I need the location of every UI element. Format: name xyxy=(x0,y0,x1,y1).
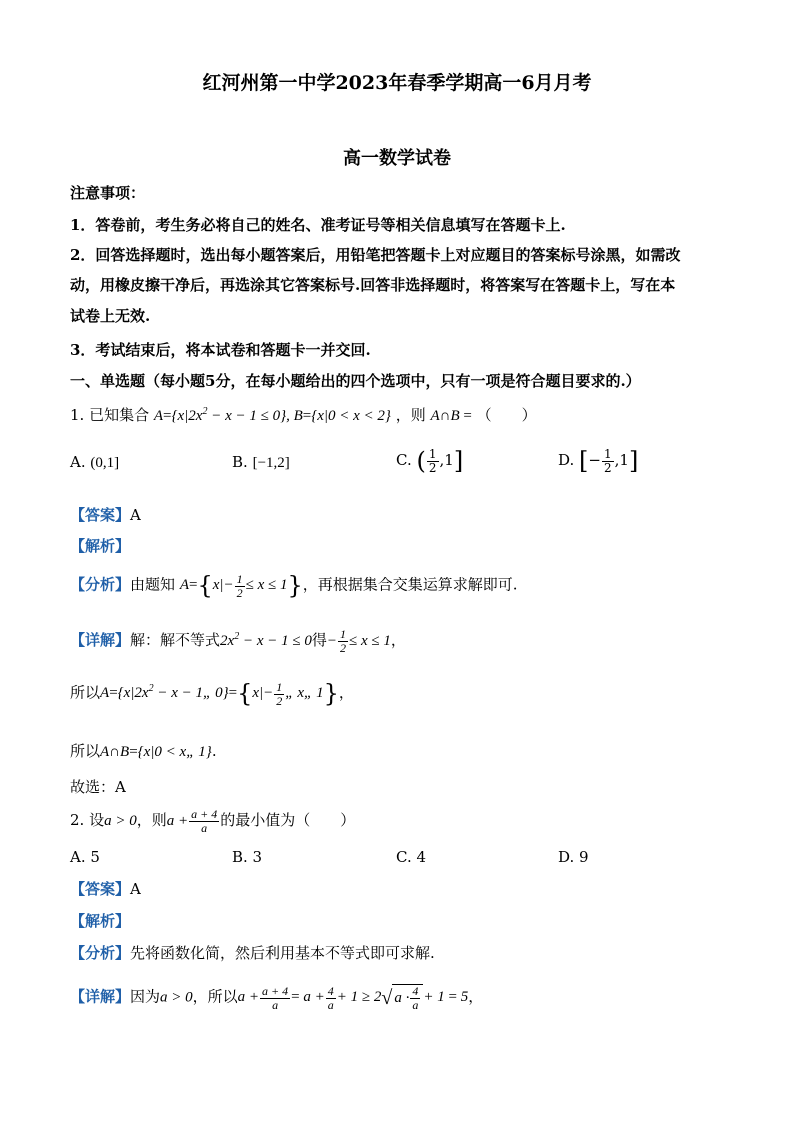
q2-option-d: D. 9 xyxy=(558,848,589,866)
q2-fenxi-tag: 【分析】 xyxy=(70,944,131,962)
q1-option-b-label: B. xyxy=(232,453,248,471)
q1-choose: 故选：A xyxy=(70,778,126,796)
q1-set-definitions: $A=\{x|2x^2 - x - 1 \le 0\}$, B={x|0 < x < 2} xyxy=(153,406,391,424)
q1-detail-end: ， xyxy=(390,630,406,649)
q1-option-c-label: C. xyxy=(396,451,412,469)
q1-detail-tag: 【详解】 xyxy=(70,630,131,649)
q2-option-a: A. 5 xyxy=(70,848,100,866)
q1-fenxi xyxy=(70,572,518,600)
q2-tail: 的最小值为（ ） xyxy=(220,810,356,829)
q1-tail: （ ） xyxy=(476,406,537,424)
q1-detail-mid: 得 xyxy=(311,630,327,649)
q1-analysis-tag: 【解析】 xyxy=(70,537,131,555)
q1-option-d: D. [− $\frac{1}{2}$ ,1] xyxy=(558,446,639,475)
q2-fenxi xyxy=(70,942,435,963)
q1-option-b xyxy=(232,453,290,472)
q1-answer-value: A xyxy=(130,506,141,524)
q1-intersection: A∩B = xyxy=(430,408,472,424)
q1-option-c: C. ( $\frac{1}{2}$ ,1] xyxy=(396,446,464,475)
q1-so-line-2: 所以A∩B={x|0 < x„ 1}. xyxy=(70,742,217,760)
q2-detail-mid: ，所以 xyxy=(192,987,238,1006)
q2-detail: 【详解】因为a > 0，所以a + $\frac{a + 4}{a}$ = a + $\frac{4}{a}$ + 1 ≥ 2 √ a · $\frac{4}{a}$ + 1 = 5， xyxy=(70,983,484,1012)
q2-option-b: B. 3 xyxy=(232,848,263,866)
q1-fenxi-tag: 【分析】 xyxy=(70,575,131,594)
question-2: 2. 设a > 0，则a + $\frac{a + 4}{a}$ 的最小值为（ ） xyxy=(70,807,356,835)
q1-option-a-value: (0,1] xyxy=(90,455,120,471)
notice-item-2-line-1: 2．回答选择题时，选出每小题答案后，用铅笔把答题卡上对应题目的答案标号涂黑，如需改 xyxy=(70,246,681,264)
q2-prefix: 2. 设 xyxy=(70,810,105,829)
q2-answer-tag: 【答案】 xyxy=(70,880,131,898)
question-1 xyxy=(70,404,537,425)
q1-so-line-1: 所以$A=\{x|2x^2 - x$ − 1„ 0}={x|− $\frac{1}{2}$ „ x„ 1}， xyxy=(70,679,354,708)
q1-option-d-label: D. xyxy=(558,451,575,469)
q1-answer-tag: 【答案】 xyxy=(70,506,131,524)
q1-option-a-label: A. xyxy=(70,453,86,471)
q1-then: ，则 xyxy=(395,406,426,424)
q2-detail-pre: 因为 xyxy=(130,987,161,1006)
notice-heading: 注意事项： xyxy=(70,184,146,202)
q1-option-a xyxy=(70,453,119,472)
q2-option-c: C. 4 xyxy=(396,848,427,866)
q2-detail-end: ， xyxy=(468,987,484,1006)
q2-then: ，则 xyxy=(136,810,167,829)
notice-item-2-line-2: 动，用橡皮擦干净后，再选涂其它答案标号.回答非选择题时，将答案写在答题卡上，写在本 xyxy=(70,276,676,294)
q2-analysis-tag: 【解析】 xyxy=(70,912,131,930)
exam-subtitle: 高一数学试卷 xyxy=(343,148,451,169)
q1-option-b-value: [−1,2] xyxy=(252,455,290,471)
notice-item-1: 1．答卷前，考生务必将自己的姓名、准考证号等相关信息填写在答题卡上. xyxy=(70,216,566,234)
notice-item-2-line-3: 试卷上无效. xyxy=(70,307,151,325)
q1-fenxi-formula: A={x|− $\frac{1}{2}$ ≤ x ≤ 1} xyxy=(179,571,303,600)
exam-title: 红河州第一中学2023年春季学期高一6月月考 xyxy=(202,72,592,94)
q1-detail: 【详解】解：解不等式$2x^2 - x - 1 \le 0$得− $\frac{1}{2}$ ≤ x ≤ 1， xyxy=(70,627,406,655)
q1-answer xyxy=(70,504,141,525)
q2-detail-tag: 【详解】 xyxy=(70,987,131,1006)
section-single-choice: 一、单选题（每小题5分，在每小题给出的四个选项中，只有一项是符合题目要求的.） xyxy=(70,372,641,390)
q2-fenxi-text: 先将函数化简，然后利用基本不等式即可求解. xyxy=(130,944,435,962)
q1-detail-pre: 解：解不等式 xyxy=(130,630,221,649)
q1-so2-label: 所以 xyxy=(70,742,101,760)
q1-fenxi-pre: 由题知 xyxy=(130,575,176,594)
q1-so1-label: 所以 xyxy=(70,683,101,702)
q2-answer-value: A xyxy=(130,880,141,898)
notice-item-3: 3．考试结束后，将本试卷和答题卡一并交回. xyxy=(70,341,371,359)
q2-answer xyxy=(70,878,141,899)
q1-prefix: 1. 已知集合 xyxy=(70,406,150,424)
q1-fenxi-post: ，再根据集合交集运算求解即可. xyxy=(302,575,518,594)
